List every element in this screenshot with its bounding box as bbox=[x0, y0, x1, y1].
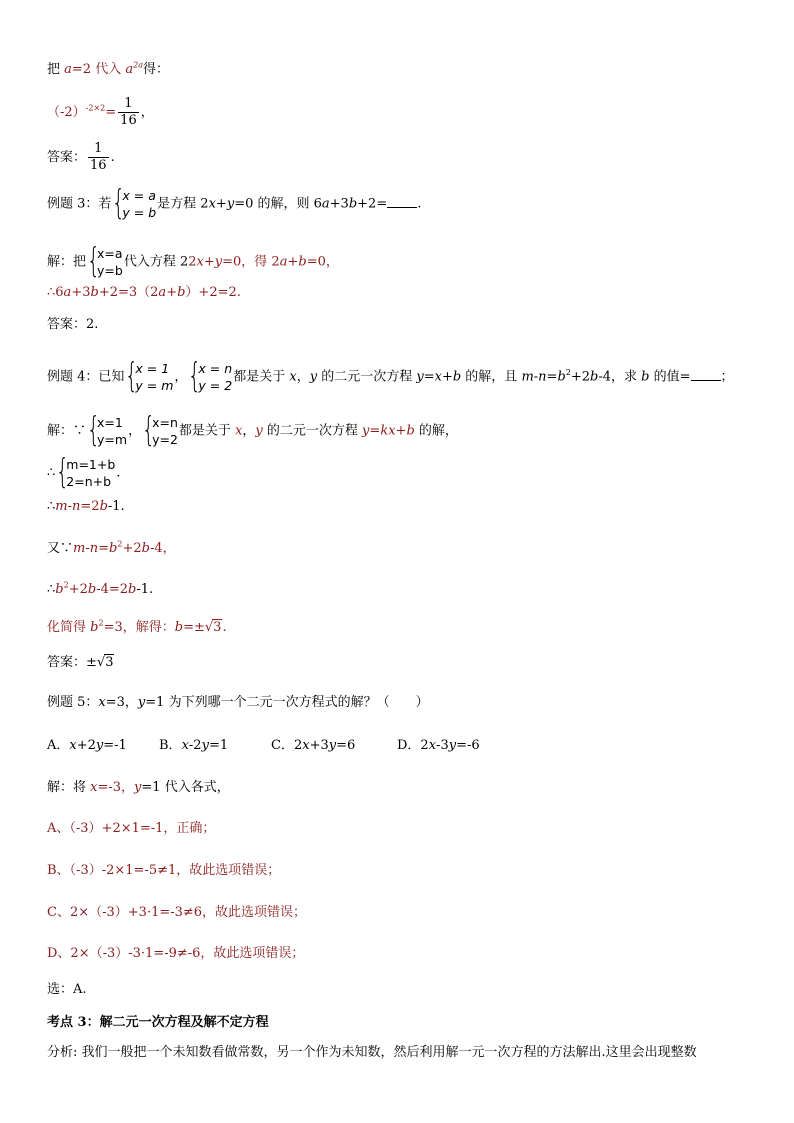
line-answer-1: 答案： $\frac{1}{16}$ . bbox=[47, 141, 115, 173]
equation-system: { x=1 y=m bbox=[87, 410, 128, 450]
fraction: $\frac{1}{16}$ bbox=[120, 96, 137, 128]
fraction: $\frac{1}{16}$ bbox=[90, 141, 107, 173]
line-substitute-a: 把 a=2 代入 $a^{2a}$得： bbox=[47, 60, 169, 77]
line-power-result: $(-2)^{-2\times 2}=$ $\frac{1}{16}$ ， bbox=[47, 96, 154, 128]
line-options bbox=[47, 738, 480, 754]
line-choose: 选：A. bbox=[47, 982, 87, 997]
sqrt-symbol: √3 bbox=[204, 620, 222, 635]
line-check-a: A、（-3）+2×1=-1，正确； bbox=[47, 821, 216, 836]
line-answer-3: 答案：2. bbox=[47, 317, 99, 332]
equation-system: { x=a y=b bbox=[87, 241, 123, 281]
line-solution-4: 解：∵ { x=1 y=m ， { x=n y=2 都是关于 x，y 的二元一次方程 y=kx+b 的解， bbox=[47, 410, 458, 450]
equation-system: { x = n y = 2 bbox=[188, 356, 233, 396]
line-example-5: 例题 5：x=3，y=1 为下列哪一个二元一次方程式的解？（ ） bbox=[47, 695, 429, 710]
option-a: A．x+2y=-1 bbox=[47, 738, 127, 753]
line-example-4: 例题 4：已知 { x = 1 y = m ， { x = n y = 2 都是关于 x，y 的二元一次方程 y=x+b 的解，且 $m-n=b^2+2b-4$，求 b 的值= ； bbox=[47, 356, 734, 396]
option-c: C．2x+3y=6 bbox=[271, 738, 356, 753]
line-therefore-3: ∴6a+3b+2=3（2a+b）+2=2. bbox=[47, 285, 241, 300]
answer-blank bbox=[387, 195, 417, 208]
equation-system: { x=n y=2 bbox=[142, 410, 178, 450]
section-heading: 考点 3：解二元一次方程及解不定方程 bbox=[47, 1015, 269, 1030]
line-simplify: 化简得 $b^2=3$，解得：b=±√3. bbox=[47, 618, 227, 635]
line-example-3: 例题 3：若 { x = a y = b 是方程 2x+y=0 的解，则 6a+3b+2= . bbox=[47, 183, 422, 223]
line-answer-4: 答案：±√3 bbox=[47, 655, 114, 670]
answer-blank bbox=[691, 368, 721, 381]
line-solution-3: 解：把 { x=a y=b 代入方程 22x+y=0，得 2a+b=0， bbox=[47, 241, 339, 281]
sqrt-symbol: √3 bbox=[96, 655, 114, 670]
line-m-minus-n: ∴m-n=2b-1. bbox=[47, 499, 125, 514]
line-check-b: B、（-3）-2×1=-5≠1，故此选项错误； bbox=[47, 863, 281, 878]
line-check-d: D、2×（-3）-3·1=-9≠-6，故此选项错误； bbox=[47, 946, 305, 961]
line-check-c: C、2×（-3）+3·1=-3≠6，故此选项错误； bbox=[47, 905, 307, 920]
line-b-equation: $\therefore b^2+2b-4=2b-1$. bbox=[47, 580, 154, 597]
option-d: D．2x-3y=-6 bbox=[397, 738, 480, 753]
line-system-mn: ∴ { m=1+b 2=n+b . bbox=[47, 452, 121, 492]
analysis-paragraph: 分析: 我们一般把一个未知数看做常数，另一个作为未知数，然后利用解一元一次方程的方法解出.这里会出现整数 bbox=[47, 1045, 697, 1060]
option-b: B．x-2y=1 bbox=[159, 738, 229, 753]
line-solution-5: 解：将 x=-3，y=1 代入各式， bbox=[47, 780, 230, 795]
equation-system: { x = 1 y = m bbox=[125, 356, 174, 396]
line-also-since: 又$\because m-n=b^2+2b-4$， bbox=[47, 539, 176, 556]
equation-system: { x = a y = b bbox=[112, 183, 157, 223]
equation-system: { m=1+b 2=n+b bbox=[56, 452, 116, 492]
